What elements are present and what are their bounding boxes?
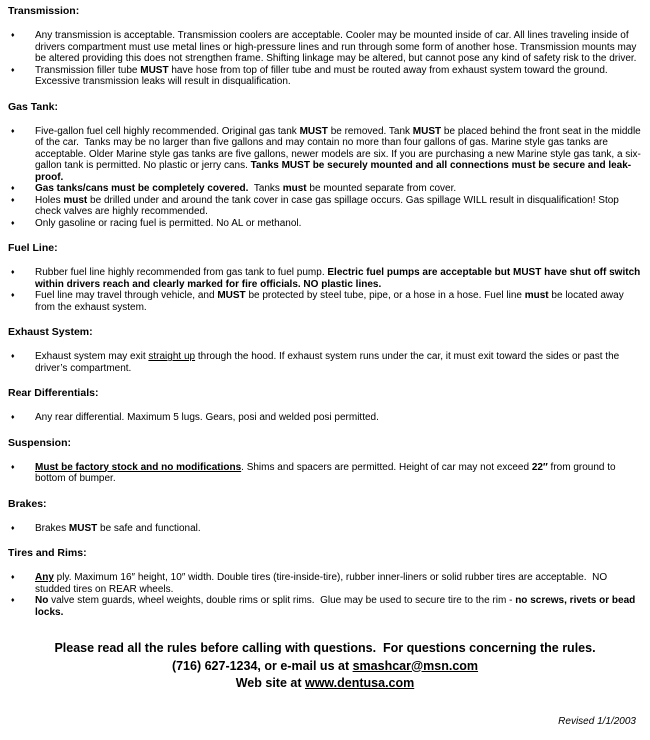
text-segment: MUST bbox=[68, 522, 98, 534]
rule-text bbox=[35, 65, 642, 88]
text-segment: must bbox=[524, 290, 549, 301]
text-segment: Tanks bbox=[248, 183, 283, 194]
rule-bullet-item bbox=[8, 65, 642, 88]
text-segment: Only gasoline or racing fuel is permitted. No AL or methanol. bbox=[35, 217, 302, 229]
text-segment: Any bbox=[35, 572, 54, 583]
text-segment: Tanks MUST be securely mounted and all connections must be secure and leak-proof. bbox=[35, 160, 632, 183]
rule-bullet-item bbox=[8, 183, 642, 195]
rule-text bbox=[35, 195, 642, 218]
rule-bullet-item bbox=[8, 30, 642, 65]
text-segment: Five-gallon fuel cell highly recommended. Original gas tank bbox=[35, 125, 300, 137]
email-link[interactable]: smashcar@msn.com bbox=[352, 658, 479, 673]
rule-bullet-item bbox=[8, 126, 642, 184]
rule-text bbox=[35, 30, 642, 65]
rule-bullet-item bbox=[8, 218, 642, 230]
bullet-diamond-icon: ♦ bbox=[11, 185, 15, 192]
bullet-diamond-icon: ♦ bbox=[11, 414, 15, 421]
text-segment: 22″ bbox=[531, 461, 548, 473]
section-heading: Transmission: bbox=[8, 5, 80, 17]
footer-line bbox=[8, 675, 642, 693]
section-heading: Rear Differentials: bbox=[8, 387, 99, 399]
text-segment: Gas tanks/cans must be completely covered. bbox=[35, 183, 249, 194]
footer-line bbox=[8, 658, 642, 676]
text-segment: be placed behind the front seat in the middle of the car. Tanks may be no larger than five gallons and may contain no more than four gallons of gas. Marine style gas tanks are acceptable. Older Marine style gas tanks are five gallons, newer models are six. If you are purchasing a new Marine style gas tank, a six-gallon tank is permitted. No plastic or jerry cans. bbox=[35, 125, 644, 171]
revision-date: Revised 1/1/2003 bbox=[558, 716, 636, 727]
text-segment: be removed. Tank bbox=[327, 125, 413, 137]
footer-line bbox=[8, 640, 642, 658]
footer-lines bbox=[8, 640, 642, 693]
text-segment: straight up bbox=[148, 351, 196, 362]
text-segment: Fuel line may travel through vehicle, and bbox=[35, 290, 218, 301]
text-segment: Holes bbox=[35, 194, 64, 206]
text-segment: Any rear differential. Maximum 5 lugs. Gears, posi and welded posi permitted. bbox=[35, 412, 379, 423]
rule-bullet-item bbox=[8, 462, 642, 485]
section-heading: Gas Tank: bbox=[8, 100, 58, 113]
text-segment: Exhaust system may exit bbox=[35, 351, 149, 362]
rule-text bbox=[35, 351, 642, 374]
rule-text bbox=[35, 126, 642, 184]
bullet-diamond-icon: ♦ bbox=[11, 292, 15, 299]
bullet-diamond-icon: ♦ bbox=[11, 574, 15, 581]
rule-bullet-item bbox=[8, 523, 642, 535]
bullet-diamond-icon: ♦ bbox=[11, 269, 15, 276]
text-segment: Please read all the rules before calling with questions. For questions concerning the rules. bbox=[54, 641, 596, 655]
rule-bullet-item bbox=[8, 412, 642, 424]
bullet-diamond-icon: ♦ bbox=[11, 219, 15, 227]
sections bbox=[8, 5, 642, 618]
rule-bullet-item bbox=[8, 572, 642, 595]
text-segment: Brakes bbox=[35, 522, 69, 534]
rule-text bbox=[35, 290, 642, 313]
section-heading: Suspension: bbox=[8, 436, 72, 449]
text-segment: Rubber fuel line highly recommended from gas tank to fuel pump. bbox=[35, 267, 328, 278]
bullet-diamond-icon: ♦ bbox=[11, 353, 15, 360]
text-segment: be safe and functional. bbox=[97, 522, 201, 534]
rule-bullet-item bbox=[8, 290, 642, 313]
text-segment: through the hood. If exhaust system runs under the car, it must exit toward the sides or past the driver’s compartment. bbox=[35, 351, 622, 374]
text-segment: MUST bbox=[217, 290, 246, 301]
rule-text bbox=[35, 523, 642, 535]
text-segment: No bbox=[35, 595, 49, 606]
text-segment: must bbox=[63, 194, 88, 206]
bullet-diamond-icon: ♦ bbox=[11, 597, 15, 604]
text-segment: Transmission filler tube bbox=[35, 64, 141, 76]
text-segment: valve stem guards, wheel weights, double rims or split rims. Glue may be used to secure tire to the rim - bbox=[48, 595, 516, 606]
section-heading: Exhaust System: bbox=[8, 326, 93, 338]
text-segment: be drilled under and around the tank cover in case gas spillage occurs. Gas spillage WILL result in disqualification! Stop check valves are highly recommended. bbox=[35, 194, 622, 217]
bullet-diamond-icon: ♦ bbox=[11, 196, 15, 204]
text-segment: (716) 627-1234, or e-mail us at bbox=[171, 658, 353, 673]
rule-text bbox=[35, 267, 642, 290]
text-segment: be mounted separate from cover. bbox=[306, 183, 457, 194]
text-segment: MUST bbox=[140, 64, 169, 76]
text-segment: have hose from top of filler tube and must be routed away from exhaust system toward the ground. Excessive transmission leaks will result in disqualification. bbox=[35, 64, 611, 87]
rule-text bbox=[35, 218, 642, 230]
rule-bullet-item bbox=[8, 595, 642, 618]
text-segment: MUST bbox=[299, 125, 328, 137]
text-segment: be located away from the exhaust system. bbox=[35, 290, 627, 313]
rule-text bbox=[35, 595, 642, 618]
bullet-diamond-icon: ♦ bbox=[11, 127, 15, 135]
text-segment: . Shims and spacers are permitted. Height of car may not exceed bbox=[241, 461, 532, 473]
text-segment: no screws, rivets or bead locks. bbox=[35, 595, 639, 618]
section-heading: Brakes: bbox=[8, 497, 47, 510]
bullet-diamond-icon: ♦ bbox=[11, 66, 15, 74]
text-segment: from ground to bottom of bumper. bbox=[35, 461, 619, 484]
rule-text bbox=[35, 183, 642, 195]
section-heading: Tires and Rims: bbox=[8, 547, 87, 559]
bullet-diamond-icon: ♦ bbox=[11, 524, 15, 532]
text-segment: ply. Maximum 16″ height, 10″ width. Double tires (tire-inside-tire), rubber inner-liners or solid rubber tires are acceptable. NO studded tires on REAR wheels. bbox=[35, 572, 610, 595]
rule-text bbox=[35, 462, 642, 485]
rule-text bbox=[35, 572, 642, 595]
rule-text bbox=[35, 412, 642, 424]
text-segment: Electric fuel pumps are acceptable but MUST have shut off switch within drivers reach and clearly marked for fire officials. NO plastic lines. bbox=[35, 267, 644, 290]
footer bbox=[8, 640, 642, 693]
text-segment: must bbox=[282, 183, 307, 194]
rule-bullet-item bbox=[8, 351, 642, 374]
bullet-diamond-icon: ♦ bbox=[11, 463, 15, 471]
text-segment: MUST bbox=[412, 125, 442, 137]
text-segment: Web site at bbox=[235, 676, 305, 690]
rule-bullet-item bbox=[8, 195, 642, 218]
text-segment: Must be factory stock and no modifications bbox=[35, 461, 242, 473]
bullet-diamond-icon: ♦ bbox=[11, 32, 15, 39]
text-segment: Any transmission is acceptable. Transmission coolers are acceptable. Cooler may be mounted inside of car. All lines traveling inside of drivers compartment must use metal lines or high-pressure lines and run through some form of another hose. Transmission mounts may be altered providing this does not strengthen frame. Shifting linkage may be altered, but cannot pose any kind of safety risk to the driver. bbox=[35, 30, 640, 64]
website-link[interactable]: www.dentusa.com bbox=[304, 676, 415, 690]
rule-bullet-item bbox=[8, 267, 642, 290]
section-heading: Fuel Line: bbox=[8, 242, 58, 254]
text-segment: be protected by steel tube, pipe, or a hose in a hose. Fuel line bbox=[245, 290, 525, 301]
